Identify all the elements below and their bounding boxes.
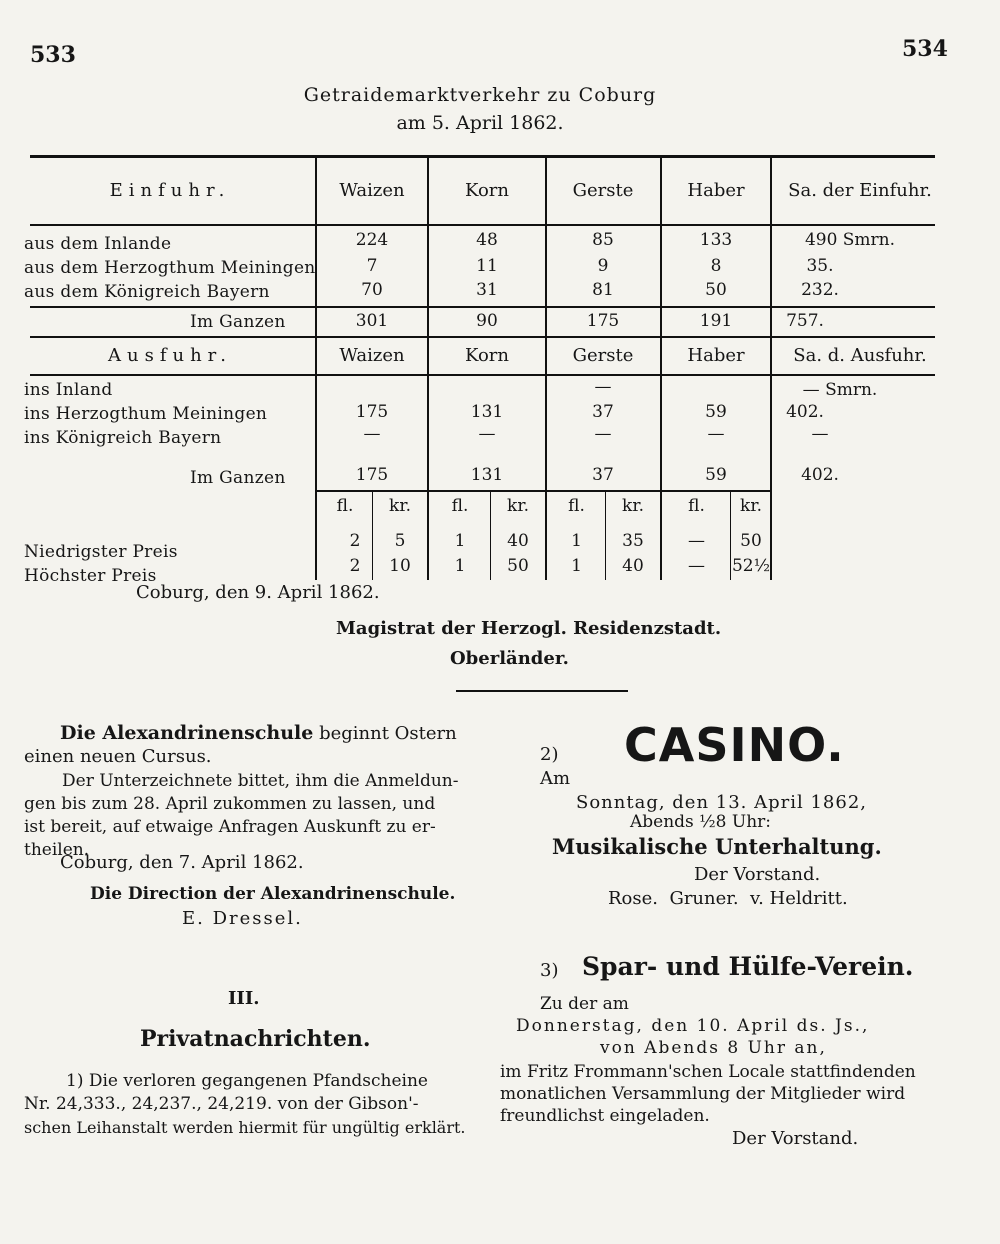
cell: 37 xyxy=(592,465,614,485)
divider-rule xyxy=(456,690,628,692)
verein-line: monatlichen Versammlung der Mitglieder wird xyxy=(500,1084,906,1104)
cell: 2 xyxy=(349,531,361,551)
export-header-rule xyxy=(30,374,935,376)
market-date: am 5. April 1862. xyxy=(396,112,564,134)
school-signatory: E. Dressel. xyxy=(182,908,303,929)
school-body-line: theilen. xyxy=(24,840,90,860)
cell: 2 xyxy=(349,556,361,576)
unit: fl. xyxy=(336,496,354,516)
import-rule xyxy=(30,306,935,308)
cell: 50 xyxy=(705,280,727,300)
cell: 59 xyxy=(705,402,727,422)
cell: 175 xyxy=(355,465,389,485)
cell: 1 xyxy=(454,531,466,551)
table-top-rule xyxy=(30,155,935,158)
school-body xyxy=(24,770,464,862)
row-label: ins Königreich Bayern xyxy=(24,428,222,448)
verein-line: im Fritz Frommann'schen Locale stattfindenden xyxy=(500,1062,916,1082)
cell: 402. xyxy=(786,402,824,422)
school-heading xyxy=(60,722,457,744)
cell: 35. xyxy=(806,256,834,276)
cell: — Smrn. xyxy=(802,380,878,400)
cell: 131 xyxy=(470,402,504,422)
section-title: Privatnachrichten. xyxy=(140,1026,371,1052)
col-header: Haber xyxy=(687,180,745,201)
price-rule xyxy=(315,490,772,492)
cell: 5 xyxy=(394,531,406,551)
verein-line: Donnerstag, den 10. April ds. Js., xyxy=(516,1016,870,1036)
market-sign-name: Oberländer. xyxy=(450,648,569,669)
cell: 490 Smrn. xyxy=(804,230,896,250)
cell: 175 xyxy=(586,311,620,331)
unit: kr. xyxy=(622,496,644,516)
verein-number: 3) xyxy=(540,960,559,981)
cell: 1 xyxy=(454,556,466,576)
unit: kr. xyxy=(389,496,411,516)
pledge-line: 1) Die verloren gegangenen Pfandscheine xyxy=(66,1071,428,1091)
cell: — xyxy=(688,531,705,551)
col-divider xyxy=(427,158,429,580)
cell: 40 xyxy=(507,531,529,551)
pledge-line: schen Leihanstalt werden hiermit für ungültig erklärt. xyxy=(24,1118,466,1137)
pledge-notice xyxy=(24,1070,469,1139)
import-total-rule xyxy=(30,336,935,338)
verein-line: Zu der am xyxy=(540,994,629,1014)
row-label: aus dem Inlande xyxy=(24,234,172,254)
cell: 85 xyxy=(592,230,614,250)
cell: — xyxy=(363,424,381,444)
cell: 10 xyxy=(389,556,411,576)
casino-number: 2) xyxy=(540,744,559,765)
export-header: Ausfuhr. xyxy=(107,345,233,366)
col-header: Waizen xyxy=(339,345,405,366)
cell: 7 xyxy=(366,256,378,276)
school-body-line: gen bis zum 28. April zukommen zu lassen, und xyxy=(24,794,436,814)
cell: 301 xyxy=(355,311,389,331)
cell: 133 xyxy=(699,230,733,250)
cell: 35 xyxy=(622,531,644,551)
cell: 232. xyxy=(801,280,839,300)
school-direction: Die Direction der Alexandrinenschule. xyxy=(90,884,456,904)
casino-title: CASINO. xyxy=(624,718,845,772)
unit: fl. xyxy=(568,496,585,516)
col-header: Sa. d. Ausfuhr. xyxy=(793,345,927,366)
unit: kr. xyxy=(507,496,529,516)
cell: 11 xyxy=(476,256,498,276)
school-name: Die Alexandrinenschule xyxy=(60,722,314,744)
cell: — xyxy=(478,424,496,444)
unit: fl. xyxy=(688,496,705,516)
cell: — xyxy=(688,556,705,576)
casino-am: Am xyxy=(540,768,571,789)
cell: 8 xyxy=(710,256,722,276)
market-sign-date: Coburg, den 9. April 1862. xyxy=(136,582,380,603)
cell: — xyxy=(594,377,612,397)
cell: 31 xyxy=(476,280,498,300)
cell: 757. xyxy=(786,311,824,331)
casino-date: Sonntag, den 13. April 1862, xyxy=(576,792,868,813)
row-label: Höchster Preis xyxy=(24,566,157,586)
verein-title: Spar- und Hülfe-Verein. xyxy=(582,952,914,981)
cell: 131 xyxy=(470,465,504,485)
row-label: ins Inland xyxy=(24,380,113,400)
verein-board: Der Vorstand. xyxy=(732,1128,859,1149)
cell: 48 xyxy=(476,230,498,250)
verein-line: von Abends 8 Uhr an, xyxy=(600,1038,827,1058)
cell: — xyxy=(811,424,829,444)
cell: 9 xyxy=(597,256,609,276)
cell: 81 xyxy=(592,280,614,300)
casino-event: Musikalische Unterhaltung. xyxy=(552,834,882,859)
pledge-line: Nr. 24,333., 24,237., 24,219. von der Gibson'- xyxy=(24,1094,419,1114)
casino-time: Abends ½8 Uhr: xyxy=(630,812,772,832)
cell: 40 xyxy=(622,556,644,576)
col-divider xyxy=(770,158,772,580)
row-label: aus dem Königreich Bayern xyxy=(24,282,270,302)
school-line2: einen neuen Cursus. xyxy=(24,746,212,767)
casino-board: Der Vorstand. xyxy=(694,864,821,885)
row-label: Niedrigster Preis xyxy=(24,542,178,562)
export-total-label: Im Ganzen xyxy=(190,468,286,488)
cell: 224 xyxy=(355,230,389,250)
cell: 90 xyxy=(476,311,498,331)
cell: — xyxy=(594,424,612,444)
school-body-line: ist bereit, auf etwaige Anfragen Auskunft zu er- xyxy=(24,817,436,837)
col-divider xyxy=(545,158,547,580)
market-sign-authority: Magistrat der Herzogl. Residenzstadt. xyxy=(336,618,722,639)
unit: fl. xyxy=(451,496,469,516)
import-header: Einfuhr. xyxy=(109,180,231,201)
page-number-left: 533 xyxy=(30,42,76,68)
cell: 402. xyxy=(801,465,839,485)
cell: 191 xyxy=(699,311,733,331)
cell: 50 xyxy=(740,531,762,551)
cell: 59 xyxy=(705,465,727,485)
school-heading-rest: beginnt Ostern xyxy=(319,723,457,744)
cell: 50 xyxy=(507,556,529,576)
cell: — xyxy=(707,424,725,444)
header-rule xyxy=(30,224,935,226)
row-label: aus dem Herzogthum Meiningen xyxy=(24,258,316,278)
cell: 1 xyxy=(571,531,582,551)
col-divider xyxy=(660,158,662,580)
col-header: Korn xyxy=(465,345,509,366)
casino-names: Rose. Gruner. v. Heldritt. xyxy=(608,888,848,909)
cell: 52½ xyxy=(731,556,771,576)
col-header: Korn xyxy=(465,180,509,201)
unit: kr. xyxy=(740,496,762,516)
verein-line: freundlichst eingeladen. xyxy=(500,1106,710,1126)
school-body-line: Der Unterzeichnete bittet, ihm die Anmeldun- xyxy=(62,771,459,791)
col-header: Gerste xyxy=(572,345,634,366)
cell: 70 xyxy=(361,280,383,300)
market-title: Getraidemarktverkehr zu Coburg xyxy=(303,84,657,106)
col-header: Waizen xyxy=(339,180,405,201)
cell: 37 xyxy=(592,402,614,422)
col-divider xyxy=(315,158,317,580)
school-date: Coburg, den 7. April 1862. xyxy=(60,852,304,873)
cell: 1 xyxy=(571,556,582,576)
col-header: Gerste xyxy=(572,180,634,201)
cell: 175 xyxy=(355,402,389,422)
col-header: Sa. der Einfuhr. xyxy=(788,180,932,201)
page-number-right: 534 xyxy=(902,36,948,62)
import-total-label: Im Ganzen xyxy=(190,312,286,332)
section-numeral: III. xyxy=(228,988,260,1009)
col-header: Haber xyxy=(687,345,745,366)
row-label: ins Herzogthum Meiningen xyxy=(24,404,268,424)
